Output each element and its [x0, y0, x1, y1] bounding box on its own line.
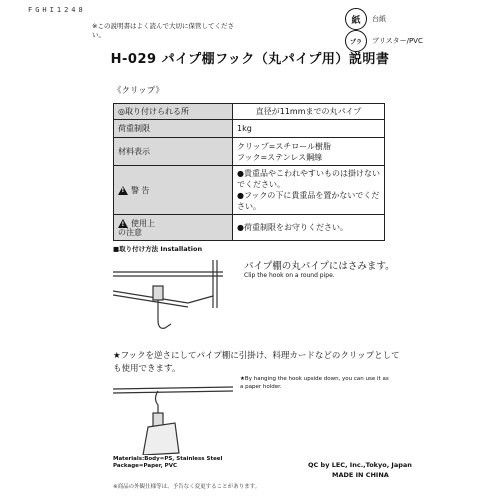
pipe-shelf-illustration — [113, 258, 233, 343]
spec-label: ◎取り付けられる所 — [114, 104, 233, 120]
spec-label: 警 告 — [131, 185, 150, 195]
page-title: H-029 パイプ棚フック（丸パイプ用）説明書 — [110, 52, 390, 67]
table-row — [114, 104, 385, 120]
country-of-origin: MADE IN CHINA — [332, 471, 389, 479]
table-row — [114, 215, 385, 241]
spec-value: ●貴重品やこわれやすいものは掛けないでください。 ●フックの下に貴重品を置かないでください。 — [233, 166, 385, 215]
storage-note: ※この説明書はよく読んで大切に保管してください。 — [92, 22, 234, 39]
clip-instruction-jp: パイプ棚の丸パイプにはさみます。 — [244, 261, 395, 272]
spec-label: 荷重制限 — [114, 120, 233, 138]
spec-value: 1kg — [233, 120, 385, 138]
warning-icon — [118, 186, 128, 195]
plastic-recycle-icon: プラ — [345, 30, 367, 52]
paper-holder-illustration — [113, 383, 233, 455]
paper-recycle-label: 台紙 — [372, 15, 386, 23]
spec-value: ●荷重制限をお守りください。 — [233, 215, 385, 241]
materials-body: Materials:Body=PS, Stainless Steel — [113, 456, 223, 462]
paper-recycle-icon: 紙 — [345, 8, 367, 30]
table-row — [114, 120, 385, 138]
spec-value: クリップ=スチロール樹脂 フック=ステンレス鋼線 — [233, 138, 385, 166]
spec-label: 材料表示 — [114, 138, 233, 166]
hang-instruction-jp: ★フックを逆さにしてパイプ棚に引掛け、料理カードなどのクリップとしても使用できます。 — [113, 351, 400, 374]
product-code: FGHI1248 — [28, 6, 86, 14]
table-row — [114, 138, 385, 166]
manufacturer: QC by LEC, Inc.,Tokyo, Japan — [308, 461, 412, 469]
spec-value: 直径が11mmまでの丸パイプ — [233, 104, 385, 120]
clip-instruction-en: Clip the hook on a round pipe. — [244, 272, 335, 279]
caution-icon — [118, 219, 128, 228]
change-notice: ※商品の外観仕様等は、予告なく変更することがあります。 — [113, 484, 261, 490]
materials-block — [113, 456, 222, 470]
table-row — [114, 166, 385, 215]
materials-package: Package=Paper, PVC — [113, 463, 177, 469]
hang-instruction-en: ★By hanging the hook upside down, you can use it as a paper holder. — [240, 376, 389, 390]
section-heading: 《クリップ》 — [113, 86, 164, 96]
spec-label: 使用上 の注意 — [118, 218, 155, 237]
plastic-recycle-label: ブリスター/PVC — [372, 37, 423, 45]
spec-table — [113, 103, 385, 241]
install-header: ■取り付け方法 Installation — [113, 245, 203, 253]
